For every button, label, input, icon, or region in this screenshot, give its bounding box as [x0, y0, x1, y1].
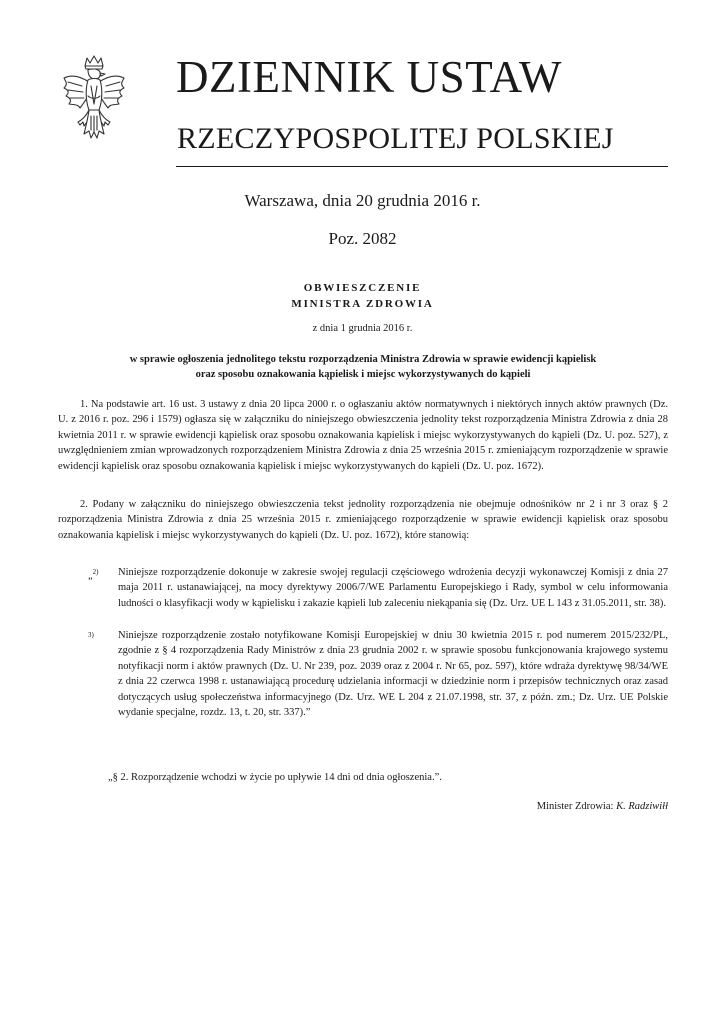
act-subject-line-2: oraz sposobu oznakowania kąpielisk i miejsc wykorzystywanych do kąpieli: [195, 369, 531, 380]
signature-role: Minister Zdrowia:: [536, 801, 614, 812]
publication-date: Warszawa, dnia 20 grudnia 2016 r.: [244, 191, 481, 210]
signature-name: K. Radziwiłł: [616, 801, 668, 812]
white-eagle-emblem-icon: [58, 52, 130, 148]
act-subject-line-1: w sprawie ogłoszenia jednolitego tekstu rozporządzenia Ministra Zdrowia w sprawie ewidencji kąpielisk: [129, 354, 597, 365]
act-subject: [58, 352, 668, 382]
footnote-2-text: Niniejsze rozporządzenie dokonuje w zakresie swojej regulacji częściowego wdrożenia decyzji wykonawczej Komisji z dnia 27 maja 2011 r. ustanawiającej, na mocy dyrektywy 2006/7/WE Parlamentu Europejskiego i Rady, symbol w celu informowania ludności o klasyfikacji wody w kąpielisku i zakazie kąpieli lub zaleceniu niekąpania się (Dz. Urz. UE L 143 z 31.05.2011, str. 38).: [118, 567, 668, 609]
footnote-3-marker: [88, 628, 94, 647]
masthead-subtitle: RZECZYPOSPOLITEJ POLSKIEJ: [177, 122, 614, 155]
position-number: Poz. 2082: [328, 229, 397, 248]
act-type: OBWIESZCZENIE: [303, 282, 422, 294]
signature: [537, 799, 668, 814]
act-issuer: MINISTRA ZDROWIA: [291, 298, 434, 310]
footnote-2-marker: [88, 565, 99, 584]
footnote-3-number: 3): [88, 631, 94, 639]
footnote-3-text: Niniejsze rozporządzenie zostało notyfikowane Komisji Europejskiej w dniu 30 kwietnia 2015 r. pod numerem 2015/232/PL, zgodnie z § 4 rozporządzenia Rady Ministrów z dnia 23 grudnia 2002 r. w sprawie sposobu funkcjonowania krajowego systemu notyfikacji norm i aktów prawnych (Dz. U. Nr 239, poz. 2039 oraz z 2004 r. Nr 65, poz. 597), które wdraża dyrektywę 98/34/WE z dnia 22 czerwca 1998 r. ustanawiającą procedurę udzielania informacji w dziedzinie norm i przepisów technicznych oraz zasad dotyczących usług społeczeństwa informacyjnego (Dz. Urz. WE L 204 z 21.07.1998, str. 37, z późn. zm.; Dz. Urz. UE Polskie wydanie specjalne, rozdz. 13, t. 20, str. 337).”: [118, 630, 668, 719]
footnote-open-quote: „: [88, 570, 93, 582]
paragraph-2: 2. Podany w załączniku do niniejszego obwieszczenia tekst jednolity rozporządzenia nie obejmuje odnośników nr 2 i nr 3 oraz § 2 rozporządzenia Ministra Zdrowia z dnia 25 września 2015 r. zmieniającego rozporządzenie w sprawie ewidencji kąpielisk oraz sposobu oznakowania kąpielisk i miejsc wykorzystywanych do kąpieli (Dz. U. poz. 1672), które stanowią:: [58, 499, 668, 541]
masthead-title: DZIENNIK USTAW: [176, 52, 562, 102]
paragraph-1: 1. Na podstawie art. 16 ust. 3 ustawy z dnia 20 lipca 2000 r. o ogłaszaniu aktów normatywnych i niektórych innych aktów prawnych (Dz. U. z 2016 r. poz. 296 i 1579) ogłasza się w załączniku do niniejszego obwieszczenia jednolity tekst rozporządzenia Ministra Zdrowia z dnia 28 kwietnia 2011 r. w sprawie ewidencji kąpielisk oraz sposobu oznakowania kąpielisk i miejsc wykorzystywanych do kąpieli (Dz. U. poz. 527), z uwzględnieniem zmian wprowadzonych rozporządzeniem Ministra Zdrowia z dnia 25 września 2015 r. zmieniającym rozporządzenie w sprawie ewidencji kąpielisk oraz sposobu oznakowania kąpielisk i miejsc wykorzystywanych do kąpieli (Dz. U. poz. 1672).: [58, 399, 668, 472]
closing-provision: „§ 2. Rozporządzenie wchodzi w życie po upływie 14 dni od dnia ogłoszenia.”.: [108, 772, 442, 783]
act-heading: [0, 280, 725, 312]
masthead-rule: [176, 166, 668, 167]
footnote-2-number: 2): [92, 568, 99, 576]
act-date: z dnia 1 grudnia 2016 r.: [312, 323, 413, 334]
